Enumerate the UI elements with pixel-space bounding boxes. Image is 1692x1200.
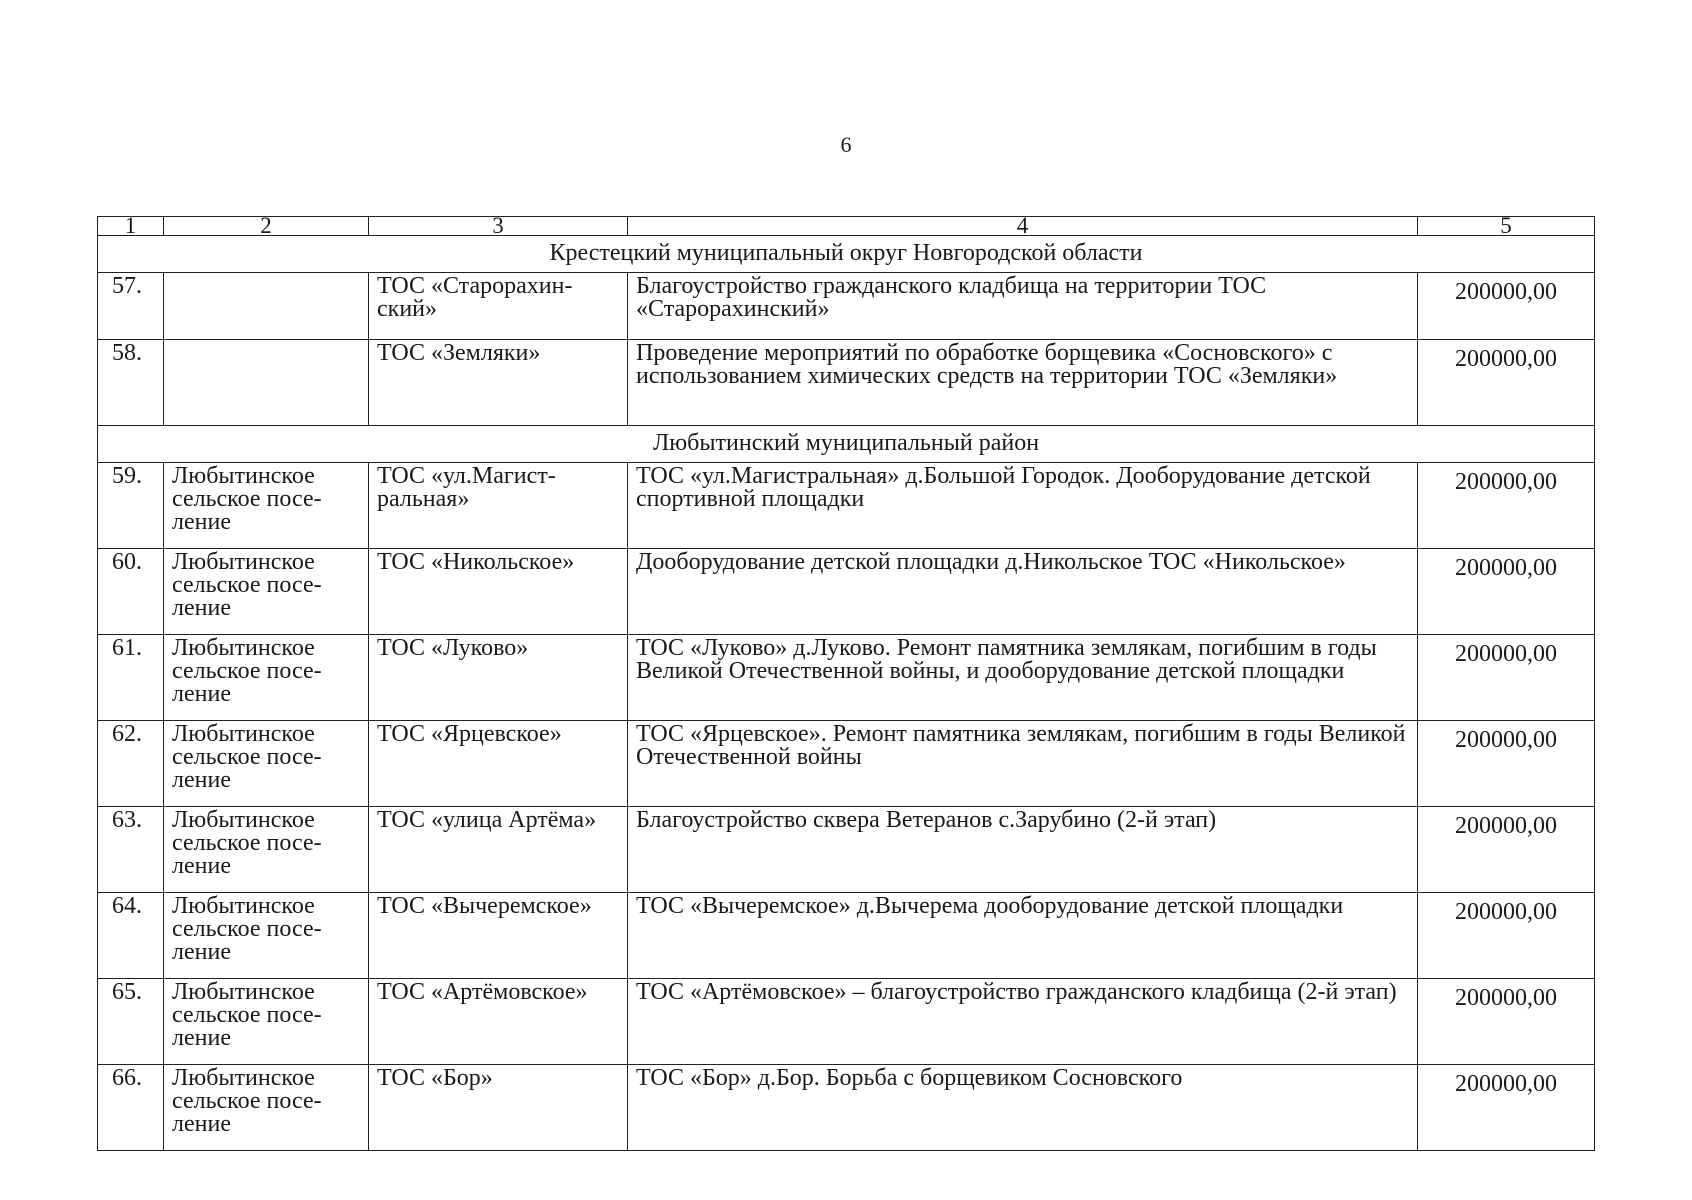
tos-cell: ТОС «ул.Магист-ральная» [369, 463, 628, 549]
tos-cell: ТОС «Ярцевское» [369, 721, 628, 807]
tos-cell: ТОС «Бор» [369, 1065, 628, 1151]
row-number: 57. [98, 273, 164, 340]
tos-cell: ТОС «Луково» [369, 635, 628, 721]
table-row [98, 549, 1595, 635]
settlement-cell [164, 340, 369, 426]
amount-cell: 200000,00 [1418, 807, 1595, 893]
column-number: 1 [98, 217, 164, 236]
amount-cell: 200000,00 [1418, 340, 1595, 426]
column-number: 2 [164, 217, 369, 236]
settlement-cell [164, 273, 369, 340]
settlement-cell: Любытинское сельское посе-ление [164, 721, 369, 807]
table-row [98, 463, 1595, 549]
settlement-cell: Любытинское сельское посе-ление [164, 979, 369, 1065]
row-number: 58. [98, 340, 164, 426]
row-number: 64. [98, 893, 164, 979]
column-number: 5 [1418, 217, 1595, 236]
tos-cell: ТОС «Никольское» [369, 549, 628, 635]
row-number: 62. [98, 721, 164, 807]
table-row [98, 273, 1595, 340]
section-header-row [98, 236, 1595, 273]
settlement-cell: Любытинское сельское посе-ление [164, 549, 369, 635]
description-cell: ТОС «ул.Магистральная» д.Большой Городок. Дооборудование детской спортивной площадки [628, 463, 1418, 549]
funding-table [97, 213, 1595, 1151]
tos-cell: ТОС «улица Артёма» [369, 807, 628, 893]
table-row [98, 807, 1595, 893]
settlement-cell: Любытинское сельское посе-ление [164, 635, 369, 721]
section-header-row [98, 426, 1595, 463]
amount-cell: 200000,00 [1418, 273, 1595, 340]
tos-cell: ТОС «Земляки» [369, 340, 628, 426]
tos-cell: ТОС «Артёмовское» [369, 979, 628, 1065]
settlement-cell: Любытинское сельское посе-ление [164, 893, 369, 979]
amount-cell: 200000,00 [1418, 463, 1595, 549]
description-cell: Благоустройство сквера Ветеранов с.Зарубино (2-й этап) [628, 807, 1418, 893]
table-row [98, 721, 1595, 807]
table-row [98, 979, 1595, 1065]
row-number: 66. [98, 1065, 164, 1151]
column-number: 3 [369, 217, 628, 236]
amount-cell: 200000,00 [1418, 721, 1595, 807]
tos-cell: ТОС «Вычеремское» [369, 893, 628, 979]
amount-cell: 200000,00 [1418, 979, 1595, 1065]
section-title: Любытинский муниципальный район [98, 426, 1595, 463]
description-cell: ТОС «Бор» д.Бор. Борьба с борщевиком Сосновского [628, 1065, 1418, 1151]
settlement-cell: Любытинское сельское посе-ление [164, 1065, 369, 1151]
amount-cell: 200000,00 [1418, 635, 1595, 721]
section-title: Крестецкий муниципальный округ Новгородской области [98, 236, 1595, 273]
tos-cell: ТОС «Старорахин-ский» [369, 273, 628, 340]
description-cell: ТОС «Артёмовское» – благоустройство гражданского кладбища (2-й этап) [628, 979, 1418, 1065]
column-number: 4 [628, 217, 1418, 236]
table-row [98, 635, 1595, 721]
table-row [98, 340, 1595, 426]
page-number: 6 [840, 132, 852, 157]
table-row [98, 1065, 1595, 1151]
amount-cell: 200000,00 [1418, 1065, 1595, 1151]
column-number-row [98, 217, 1595, 236]
description-cell: Дооборудование детской площадки д.Никольское ТОС «Никольское» [628, 549, 1418, 635]
table-row [98, 893, 1595, 979]
description-cell: ТОС «Вычеремское» д.Вычерема дооборудование детской площадки [628, 893, 1418, 979]
amount-cell: 200000,00 [1418, 549, 1595, 635]
description-cell: ТОС «Ярцевское». Ремонт памятника землякам, погибшим в годы Великой Отечественной войны [628, 721, 1418, 807]
settlement-cell: Любытинское сельское посе-ление [164, 807, 369, 893]
description-cell: ТОС «Луково» д.Луково. Ремонт памятника землякам, погибшим в годы Великой Отечественной войны, и дооборудование детской площадки [628, 635, 1418, 721]
amount-cell: 200000,00 [1418, 893, 1595, 979]
row-number: 60. [98, 549, 164, 635]
settlement-cell: Любытинское сельское посе-ление [164, 463, 369, 549]
row-number: 63. [98, 807, 164, 893]
row-number: 65. [98, 979, 164, 1065]
row-number: 61. [98, 635, 164, 721]
description-cell: Проведение мероприятий по обработке борщевика «Сосновского» с использованием химических средств на территории ТОС «Земляки» [628, 340, 1418, 426]
description-cell: Благоустройство гражданского кладбища на территории ТОС «Старорахинский» [628, 273, 1418, 340]
row-number: 59. [98, 463, 164, 549]
